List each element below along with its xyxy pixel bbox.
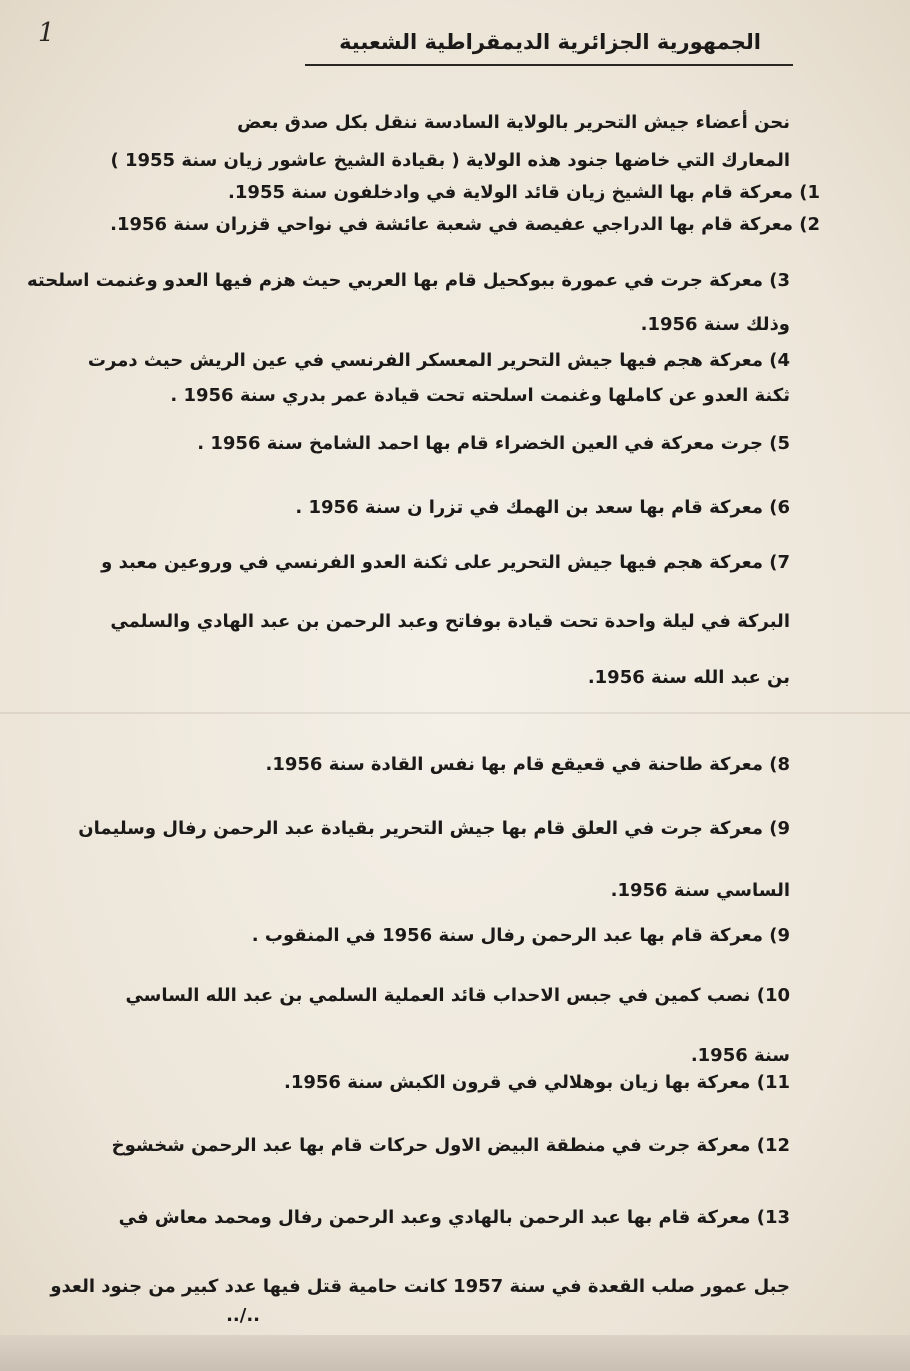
- text-line: 12) معركة جرت في منطقة البيض الاول حركات قام بها عبد الرحمن شخشوخ: [111, 1135, 790, 1156]
- page-number: 1: [38, 18, 55, 48]
- text-line: 10) نصب كمين في جبس الاحداب قائد العملية السلمي بن عبد الله الساسي: [125, 985, 790, 1006]
- text-line: 11) معركة بها زيان بوهلالي في قرون الكبش سنة 1956.: [283, 1072, 790, 1093]
- text-line: 7) معركة هجم فيها جيش التحرير على ثكنة العدو الفرنسي في وروعين معبد و: [101, 552, 790, 573]
- text-line: 3) معركة جرت في عمورة ببوكحيل قام بها العربي حيث هزم فيها العدو وغنمت اسلحته: [26, 270, 790, 291]
- text-line: نحن أعضاء جيش التحرير بالولاية السادسة ننقل بكل صدق بعض: [237, 112, 790, 133]
- text-line: 2) معركة قام بها الدراجي عفيصة في شعبة عائشة في نواحي قزران سنة 1956.: [110, 214, 820, 235]
- text-line: سنة 1956.: [690, 1045, 790, 1066]
- continuation-mark: ../..: [226, 1305, 260, 1326]
- text-line: 5) جرت معركة في العين الخضراء قام بها احمد الشامخ سنة 1956 .: [197, 433, 790, 454]
- text-line: 6) معركة قام بها سعد بن الهمك في تزرا ن سنة 1956 .: [295, 497, 790, 518]
- header-underline: [305, 64, 793, 66]
- text-line: جبل عمور صلب القعدة في سنة 1957 كانت حامية قتل فيها عدد كبير من جنود العدو: [50, 1276, 790, 1297]
- text-line: 4) معركة هجم فيها جيش التحرير المعسكر الفرنسي في عين الريش حيث دمرت: [87, 350, 790, 371]
- text-line: 1) معركة قام بها الشيخ زيان قائد الولاية في وادخلفون سنة 1955.: [228, 182, 820, 203]
- text-line: 9) معركة جرت في العلق قام بها جيش التحرير بقيادة عبد الرحمن رفال وسليمان: [78, 818, 790, 839]
- text-line: بن عبد الله سنة 1956.: [587, 667, 790, 688]
- text-line: المعارك التي خاضها جنود هذه الولاية ( بقيادة الشيخ عاشور زيان سنة 1955 ): [110, 150, 790, 171]
- text-line: 9) معركة قام بها عبد الرحمن رفال سنة 1956 في المنقوب .: [251, 925, 790, 946]
- torn-bottom-edge: [0, 1335, 910, 1371]
- text-line: ثكنة العدو عن كاملها وغنمت اسلحته تحت قيادة عمر بدري سنة 1956 .: [170, 385, 790, 406]
- paper-fold: [0, 712, 910, 714]
- document-header: الجمهورية الجزائرية الديمقراطية الشعبية: [339, 30, 761, 54]
- text-line: وذلك سنة 1956.: [640, 314, 790, 335]
- text-line: 8) معركة طاحنة في قعيقع قام بها نفس القادة سنة 1956.: [265, 754, 790, 775]
- text-line: 13) معركة قام بها عبد الرحمن بالهادي وعبد الرحمن رفال ومحمد معاش في: [118, 1207, 790, 1228]
- text-line: البركة في ليلة واحدة تحت قيادة بوفاتح وعبد الرحمن بن عبد الهادي والسلمي: [110, 611, 790, 632]
- text-line: الساسي سنة 1956.: [610, 880, 790, 901]
